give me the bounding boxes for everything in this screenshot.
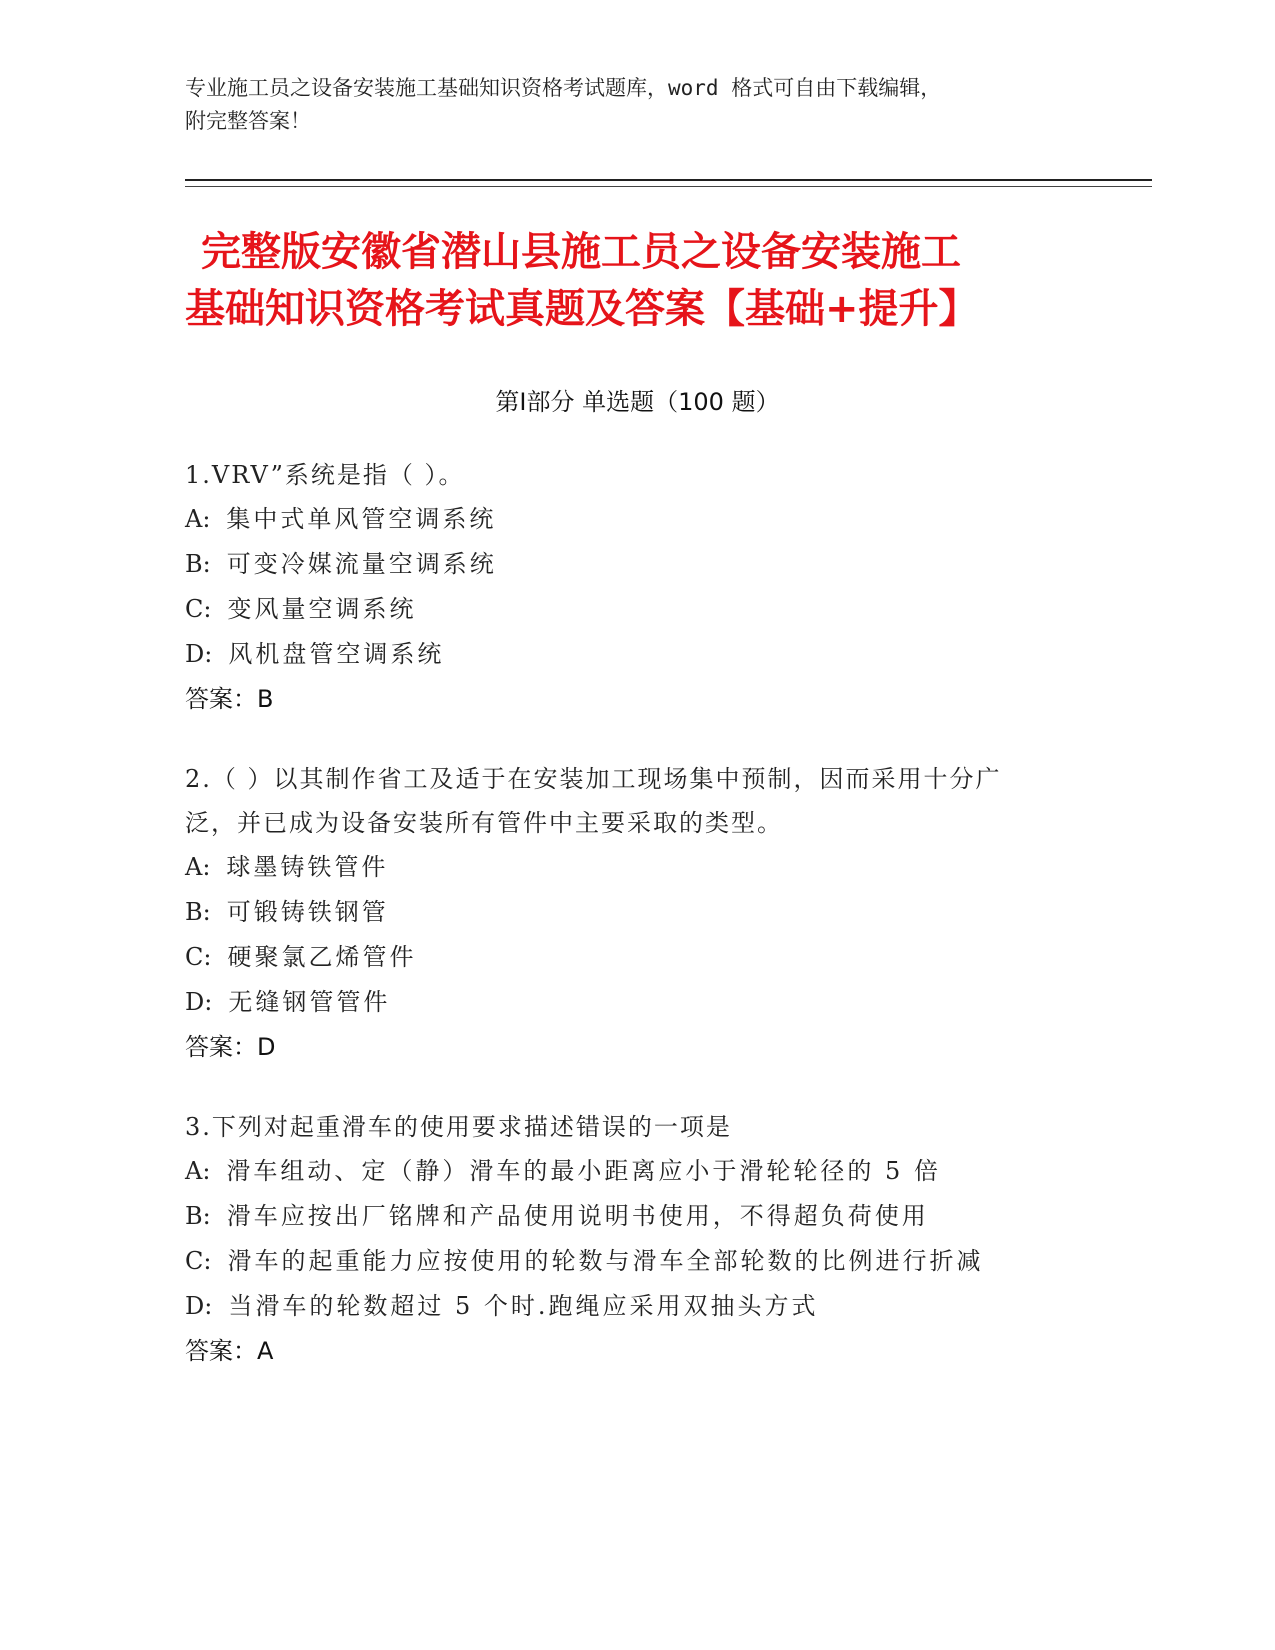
option-text: 变风量空调系统 [227,595,417,623]
option-key: B: [185,898,211,926]
option-key: B: [185,550,211,578]
option-a [185,497,1085,542]
answer-line: 答案：B [185,685,274,713]
option-d [185,632,1085,677]
option-c [185,1239,1085,1284]
option-key: A: [185,505,211,533]
document-title [185,224,1085,338]
option-c [185,935,1035,980]
document-title-line1: 完整版安徽省潜山县施工员之设备安装施工 [201,229,961,275]
option-key: C: [185,1247,212,1275]
option-text: 滑车应按出厂铭牌和产品使用说明书使用，不得超负荷使用 [226,1202,929,1230]
option-text: 无缝钢管管件 [228,988,391,1016]
header-note-line1: 专业施工员之设备安装施工基础知识资格考试题库，word 格式可自由下载编辑， [185,76,942,100]
option-text: 球墨铸铁管件 [226,853,389,881]
option-text: 集中式单风管空调系统 [226,505,497,533]
option-key: C: [185,595,212,623]
option-key: D: [185,988,213,1016]
question-text: 2.（ ）以其制作省工及适于在安装加工现场集中预制，因而采用十分广泛，并已成为设备安装所有管件中主要采取的类型。 [185,765,1002,837]
option-key: B: [185,1202,211,1230]
answer-line: 答案：A [185,1337,274,1365]
option-text: 硬聚氯乙烯管件 [227,943,417,971]
header-note [185,72,1055,138]
option-key: C: [185,943,212,971]
section-heading: 第Ⅰ部分 单选题（100 题） [495,388,780,416]
option-text: 滑车的起重能力应按使用的轮数与滑车全部轮数的比例进行折减 [227,1247,984,1275]
answer-line: 答案：D [185,1033,276,1061]
option-a [185,1149,1085,1194]
option-text: 风机盘管空调系统 [228,640,445,668]
header-divider-thin [185,186,1152,187]
option-d [185,980,1035,1025]
option-key: A: [185,853,211,881]
option-a [185,845,1035,890]
document-title-line2: 基础知识资格考试真题及答案【基础+提升】 [185,286,979,332]
option-text: 当滑车的轮数超过 5 个时.跑绳应采用双抽头方式 [228,1292,819,1320]
option-c [185,587,1085,632]
question-text: 3.下列对起重滑车的使用要求描述错误的一项是 [185,1113,732,1141]
option-text: 滑车组动、定（静）滑车的最小距离应小于滑轮轮径的 5 倍 [226,1157,941,1185]
header-divider-thick [185,179,1152,181]
option-text: 可变冷媒流量空调系统 [226,550,497,578]
option-key: D: [185,640,213,668]
header-note-line2: 附完整答案！ [185,109,311,133]
option-b [185,890,1035,935]
question-3 [185,1105,1085,1374]
option-b [185,1194,1085,1239]
option-text: 可锻铸铁钢管 [226,898,389,926]
option-key: A: [185,1157,211,1185]
option-b [185,542,1085,587]
option-key: D: [185,1292,213,1320]
question-2 [185,757,1035,1070]
question-1 [185,453,1085,722]
option-d [185,1284,1085,1329]
question-text: 1.VRV”系统是指（ ）。 [185,461,465,489]
